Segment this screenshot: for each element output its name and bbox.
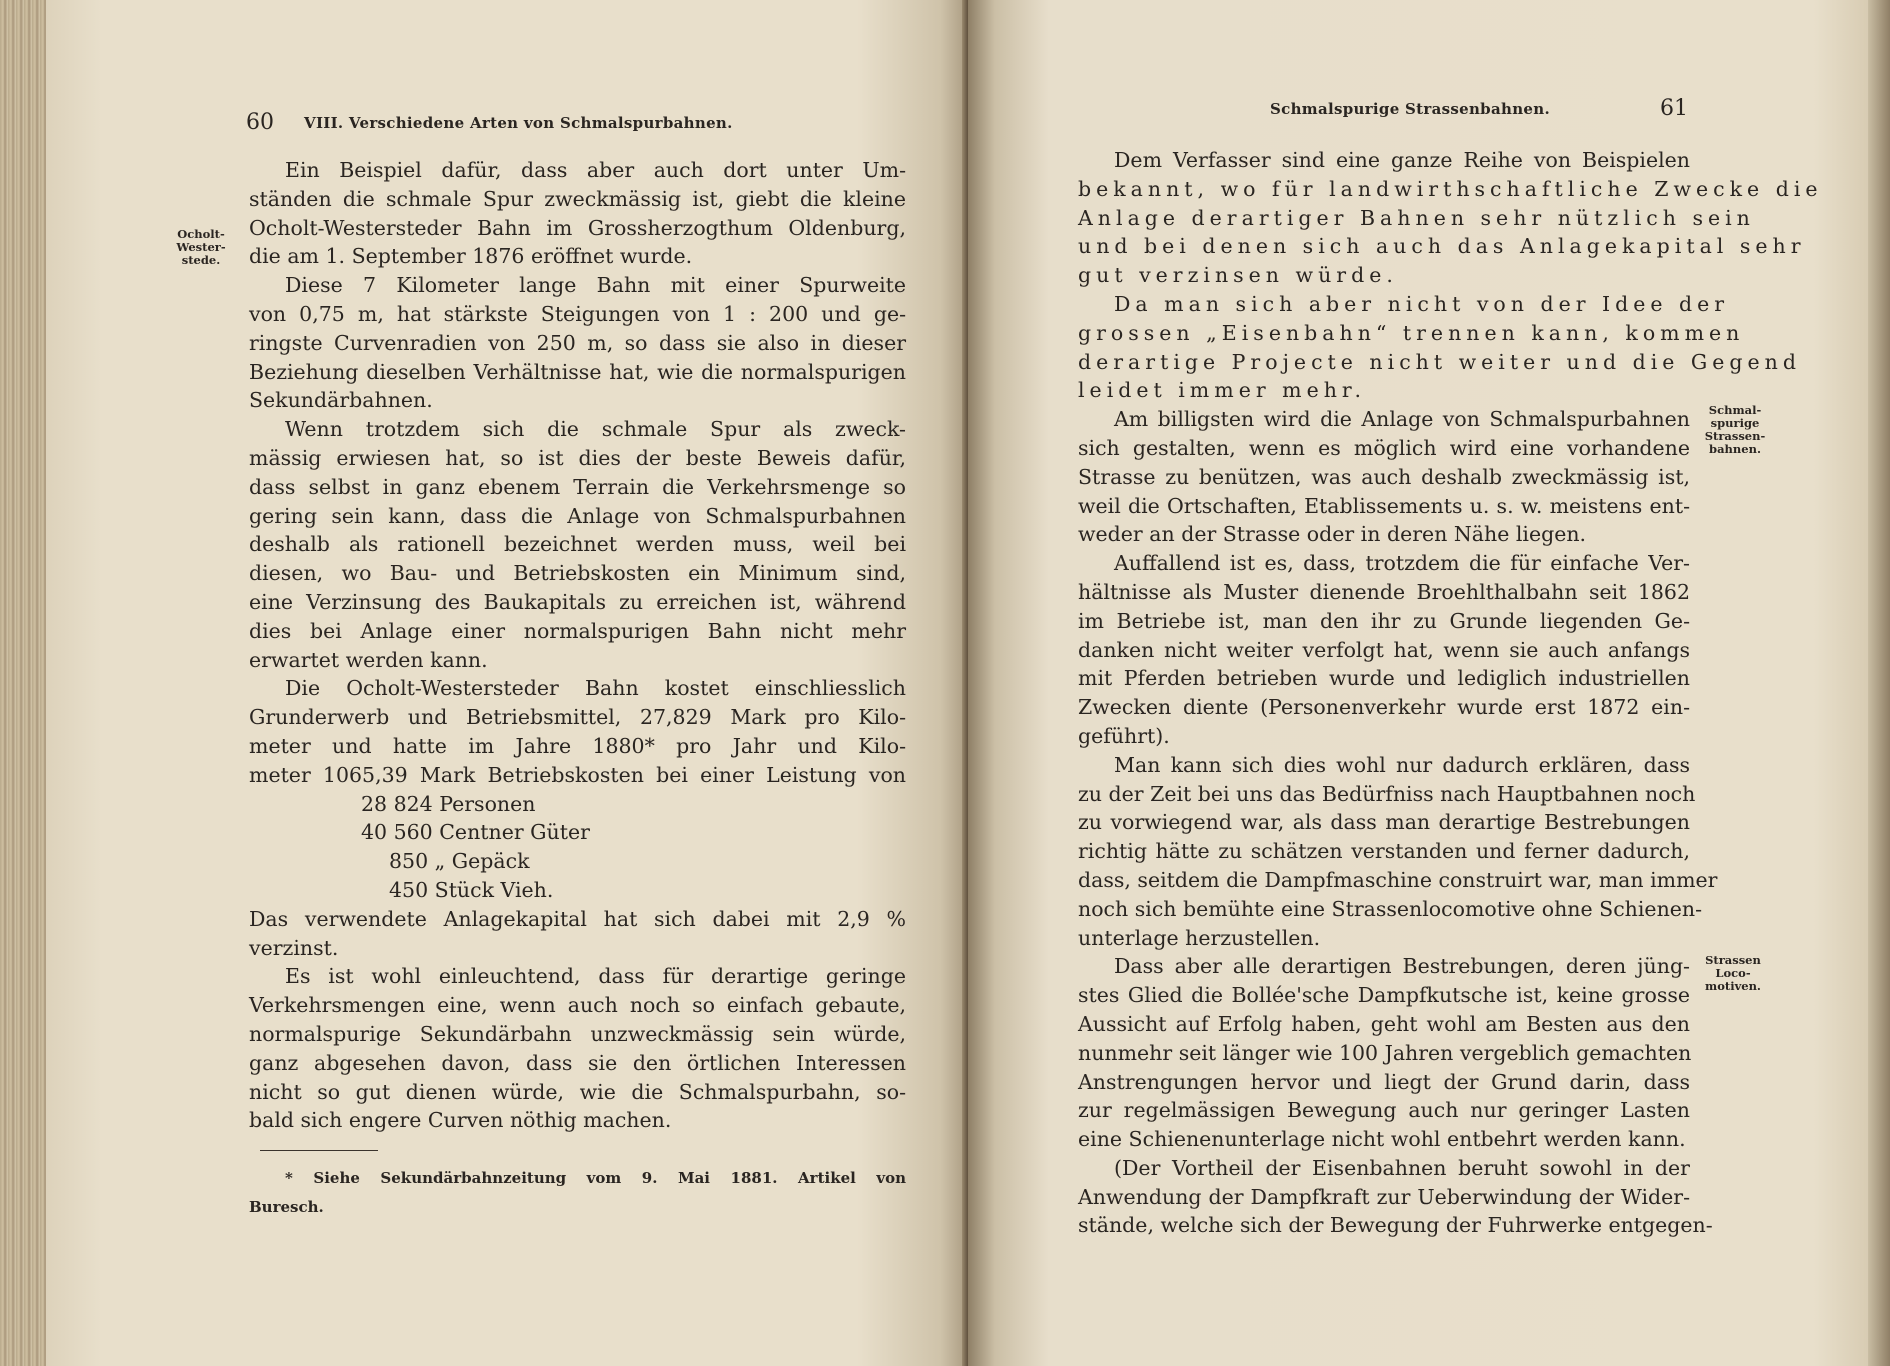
left-page — [46, 0, 968, 1366]
text-line: Am billigsten wird die Anlage von Schmalspurbahnen — [1114, 407, 1690, 432]
text-line: Sekundärbahnen. — [249, 388, 433, 413]
footnote — [249, 1164, 906, 1222]
margin-note-ocholt: Ocholt- Wester- stede. — [176, 227, 226, 267]
page-number-left: 60 — [246, 110, 274, 135]
text-line: Beziehung dieselben Verhältnisse hat, wie die normalspurigen — [249, 359, 906, 384]
text-line: eine Verzinsung des Baukapitals zu erreichen ist, während — [249, 589, 906, 614]
page-edges-right — [1868, 0, 1890, 1366]
text-line: bekannt, wo für landwirthschaftliche Zwecke die — [1078, 176, 1823, 201]
footnote-rule — [260, 1150, 378, 1151]
text-line: Anlage derartiger Bahnen sehr nützlich sein — [1078, 205, 1755, 230]
text-line: stände, welche sich der Bewegung der Fuhrwerke entgegen- — [1078, 1213, 1713, 1238]
text-line: diesen, wo Bau- und Betriebskosten ein Minimum sind, — [249, 561, 906, 586]
text-line: Die Ocholt-Westersteder Bahn kostet einschliesslich — [285, 676, 906, 701]
text-line: bald sich engere Curven nöthig machen. — [249, 1108, 672, 1133]
text-line: richtig hätte zu schätzen verstanden und ferner dadurch, — [1078, 839, 1690, 864]
text-line: meter und hatte im Jahre 1880* pro Jahr und Kilo- — [249, 733, 906, 758]
left-body-text — [249, 156, 906, 1135]
text-line: normalspurige Sekundärbahn unzweckmässig sein würde, — [249, 1021, 906, 1046]
margin-note-strassenlocomotiven: Strassen Loco- motiven. — [1705, 953, 1761, 993]
text-line: zu der Zeit bei uns das Bedürfniss nach Hauptbahnen noch — [1078, 781, 1696, 806]
text-line: Diese 7 Kilometer lange Bahn mit einer Spurweite — [285, 273, 906, 298]
text-line: geführt). — [1078, 723, 1170, 748]
text-line: Aussicht auf Erfolg haben, geht wohl am Besten aus den — [1078, 1011, 1690, 1036]
text-line: 850 „ Gepäck — [389, 849, 530, 874]
text-line: derartige Projecte nicht weiter und die Gegend — [1078, 349, 1802, 374]
text-line: 40 560 Centner Güter — [361, 820, 590, 845]
text-line: mit Pferden betrieben wurde und lediglich industriellen — [1078, 666, 1690, 691]
text-line: hältnisse als Muster dienende Broehlthalbahn seit 1862 — [1078, 579, 1690, 604]
text-line: nicht so gut dienen würde, wie die Schmalspurbahn, so- — [249, 1079, 906, 1104]
text-line: ständen die schmale Spur zweckmässig ist, giebt die kleine — [249, 186, 906, 211]
text-line: die am 1. September 1876 eröffnet wurde. — [249, 244, 693, 269]
text-line: zur regelmässigen Bewegung auch nur geringer Lasten — [1078, 1098, 1690, 1123]
text-line: sich gestalten, wenn es möglich wird eine vorhandene — [1078, 435, 1690, 460]
page-edges-left — [0, 0, 46, 1366]
text-line: Man kann sich dies wohl nur dadurch erklären, dass — [1114, 752, 1690, 777]
text-line: zu vorwiegend war, als dass man derartige Bestrebungen — [1078, 810, 1690, 835]
text-line: Das verwendete Anlagekapital hat sich dabei mit 2,9 % — [249, 906, 906, 931]
text-line: unterlage herzustellen. — [1078, 925, 1321, 950]
text-line: Zwecken diente (Personenverkehr wurde erst 1872 ein- — [1078, 695, 1690, 720]
text-line: danken nicht weiter verfolgt hat, wenn sie auch anfangs — [1078, 637, 1690, 662]
text-line: und bei denen sich auch das Anlagekapital sehr — [1078, 234, 1806, 259]
text-line: Anstrengungen hervor und liegt der Grund darin, dass — [1078, 1069, 1690, 1094]
text-line: Wenn trotzdem sich die schmale Spur als zweck- — [285, 417, 906, 442]
text-line: Verkehrsmengen eine, wenn auch noch so einfach gebaute, — [249, 993, 906, 1018]
text-line: erwartet werden kann. — [249, 647, 488, 672]
text-line: von 0,75 m, hat stärkste Steigungen von 1 : 200 und ge- — [249, 301, 906, 326]
right-page — [968, 0, 1868, 1366]
text-line: deshalb als rationell bezeichnet werden muss, weil bei — [249, 532, 906, 557]
text-line: meter 1065,39 Mark Betriebskosten bei einer Leistung von — [249, 762, 906, 787]
text-line: weder an der Strasse oder in deren Nähe liegen. — [1078, 522, 1587, 547]
text-line: Da man sich aber nicht von der Idee der — [1114, 291, 1730, 316]
text-line: im Betriebe ist, man den ihr zu Grunde liegenden Ge- — [1078, 608, 1690, 633]
text-line: Es ist wohl einleuchtend, dass für derartige geringe — [285, 964, 906, 989]
text-line: Dem Verfasser sind eine ganze Reihe von Beispielen — [1114, 148, 1690, 172]
text-line: mässig erwiesen hat, so ist dies der beste Beweis dafür, — [249, 445, 906, 470]
running-header-right: Schmalspurige Strassenbahnen. — [1270, 100, 1550, 118]
text-line: stes Glied die Bollée'sche Dampfkutsche ist, keine grosse — [1078, 983, 1690, 1008]
text-line: grossen „Eisenbahn“ trennen kann, kommen — [1078, 320, 1745, 345]
text-line: Auffallend ist es, dass, trotzdem die für einfache Ver- — [1114, 551, 1690, 576]
text-line: dies bei Anlage einer normalspurigen Bahn nicht mehr — [249, 618, 906, 643]
text-line: 28 824 Personen — [361, 791, 536, 816]
text-line: Ocholt-Westersteder Bahn im Grossherzogthum Oldenburg, — [249, 215, 906, 240]
text-line: ringste Curvenradien von 250 m, so dass sie also in dieser — [249, 330, 906, 355]
margin-note-schmalspurige: Schmal- spurige Strassen- bahnen. — [1704, 403, 1766, 456]
text-line: gut verzinsen würde. — [1078, 263, 1398, 288]
text-line: verzinst. — [249, 935, 339, 960]
text-line: eine Schienenunterlage nicht wohl entbehrt werden kann. — [1078, 1127, 1686, 1152]
text-line: nunmehr seit länger wie 100 Jahren vergeblich gemachten — [1078, 1040, 1692, 1065]
text-line: leidet immer mehr. — [1078, 378, 1366, 403]
running-header-left: VIII. Verschiedene Arten von Schmalspurbahnen. — [304, 114, 733, 132]
text-line: Grunderwerb und Betriebsmittel, 27,829 Mark pro Kilo- — [249, 705, 906, 730]
text-line: Dass aber alle derartigen Bestrebungen, deren jüng- — [1114, 954, 1690, 979]
text-line: ganz abgesehen davon, dass sie den örtlichen Interessen — [249, 1050, 906, 1075]
footnote-line: * Siehe Sekundärbahnzeitung vom 9. Mai 1881. Artikel von — [285, 1169, 906, 1187]
text-line: (Der Vortheil der Eisenbahnen beruht sowohl in der — [1114, 1155, 1690, 1180]
text-line: gering sein kann, dass die Anlage von Schmalspurbahnen — [249, 503, 906, 528]
text-line: dass, seitdem die Dampfmaschine construirt war, man immer — [1078, 867, 1718, 892]
text-line: Ein Beispiel dafür, dass aber auch dort unter Um- — [285, 158, 906, 182]
text-line: Anwendung der Dampfkraft zur Ueberwindung der Wider- — [1078, 1184, 1690, 1209]
page-number-right: 61 — [1660, 96, 1688, 121]
text-line: 450 Stück Vieh. — [389, 877, 554, 902]
text-line: Strasse zu benützen, was auch deshalb zweckmässig ist, — [1078, 464, 1690, 489]
text-line: dass selbst in ganz ebenem Terrain die Verkehrsmenge so — [249, 474, 906, 499]
footnote-line: Buresch. — [249, 1198, 324, 1216]
text-line: weil die Ortschaften, Etablissements u. s. w. meistens ent- — [1078, 493, 1690, 518]
text-line: noch sich bemühte eine Strassenlocomotive ohne Schienen- — [1078, 896, 1703, 921]
